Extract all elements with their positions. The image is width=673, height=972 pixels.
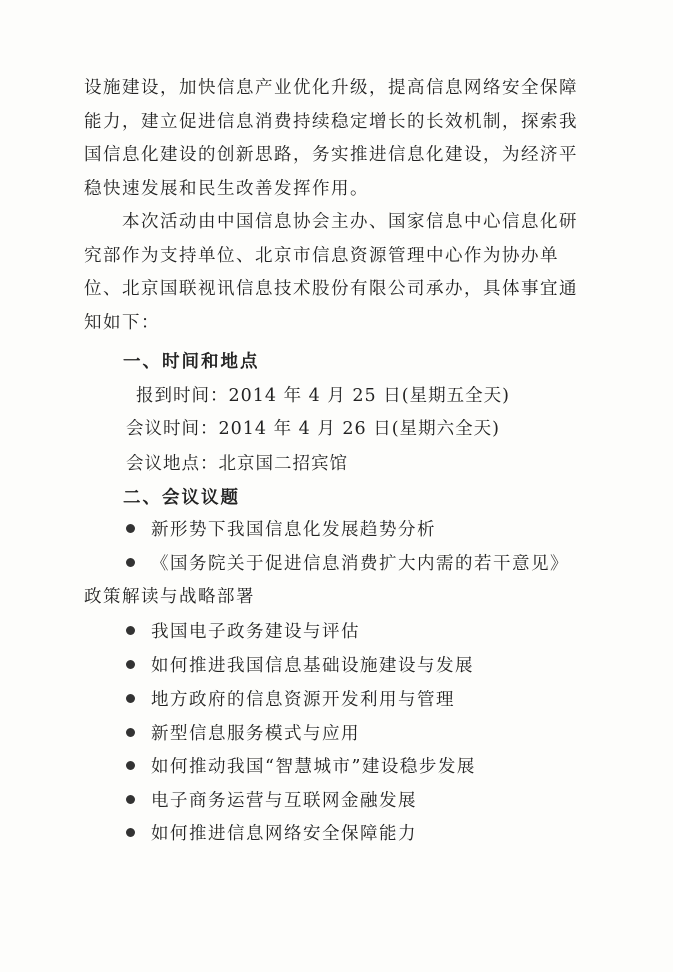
topic-text: 地方政府的信息资源开发利用与管理 [151,690,455,710]
section-heading-topics: 二、会议议题 [123,488,240,508]
bullet-icon [126,728,135,737]
bullet-icon [126,626,135,635]
intro-line: 能力，建立促进信息消费持续稳定增长的长效机制，探索我 [84,111,578,132]
intro-line: 设施建设，加快信息产业优化升级，提高信息网络安全保障 [84,78,578,98]
registration-time: 报到时间：2014 年 4 月 25 日(星期五全天) [136,386,510,406]
meeting-time: 会议时间：2014 年 4 月 26 日(星期六全天) [126,419,500,439]
bullet-icon [126,795,135,804]
topic-item [126,787,417,812]
topic-item [126,550,569,575]
section-heading-time-place: 一、时间和地点 [123,352,260,372]
topic-item [126,686,455,711]
topic-item [126,516,436,541]
intro-line: 稳快速发展和民生改善发挥作用。 [84,178,369,199]
intro-paragraph [84,72,584,206]
topic-text: 新型信息服务模式与应用 [151,724,360,744]
topic-text: 如何推动我国“智慧城市”建设稳步发展 [151,757,476,777]
meeting-venue: 会议地点：北京国二招宾馆 [126,454,348,474]
topic-text: 我国电子政务建设与评估 [151,622,360,642]
topic-text: 《国务院关于促进信息消费扩大内需的若干意见》 [151,554,569,574]
organizer-line: 究部作为支持单位、北京市信息资源管理中心作为协办单 [84,245,559,266]
bullet-icon [126,828,135,837]
topic-item [126,652,474,677]
bullet-icon [126,524,135,533]
topic-continuation: 政策解读与战略部署 [84,587,255,607]
organizer-line: 本次活动由中国信息协会主办、国家信息中心信息化研 [122,212,578,232]
bullet-icon [126,660,135,669]
organizer-line: 知如下： [84,312,160,333]
topic-item [126,820,417,845]
topic-text: 新形势下我国信息化发展趋势分析 [151,520,436,540]
organizer-line: 位、北京国联视讯信息技术股份有限公司承办，具体事宜通 [84,279,578,299]
organizer-paragraph [84,206,584,340]
bullet-icon [126,761,135,770]
intro-line: 国信息化建设的创新思路，务实推进信息化建设，为经济平 [84,145,578,165]
topic-text: 电子商务运营与互联网金融发展 [151,791,417,811]
topic-text: 如何推进我国信息基础设施建设与发展 [151,656,474,676]
bullet-icon [126,694,135,703]
topic-item [126,720,360,745]
topic-item [126,753,476,778]
bullet-icon [126,558,135,567]
topic-text: 如何推进信息网络安全保障能力 [151,824,417,844]
topic-item [126,618,360,643]
